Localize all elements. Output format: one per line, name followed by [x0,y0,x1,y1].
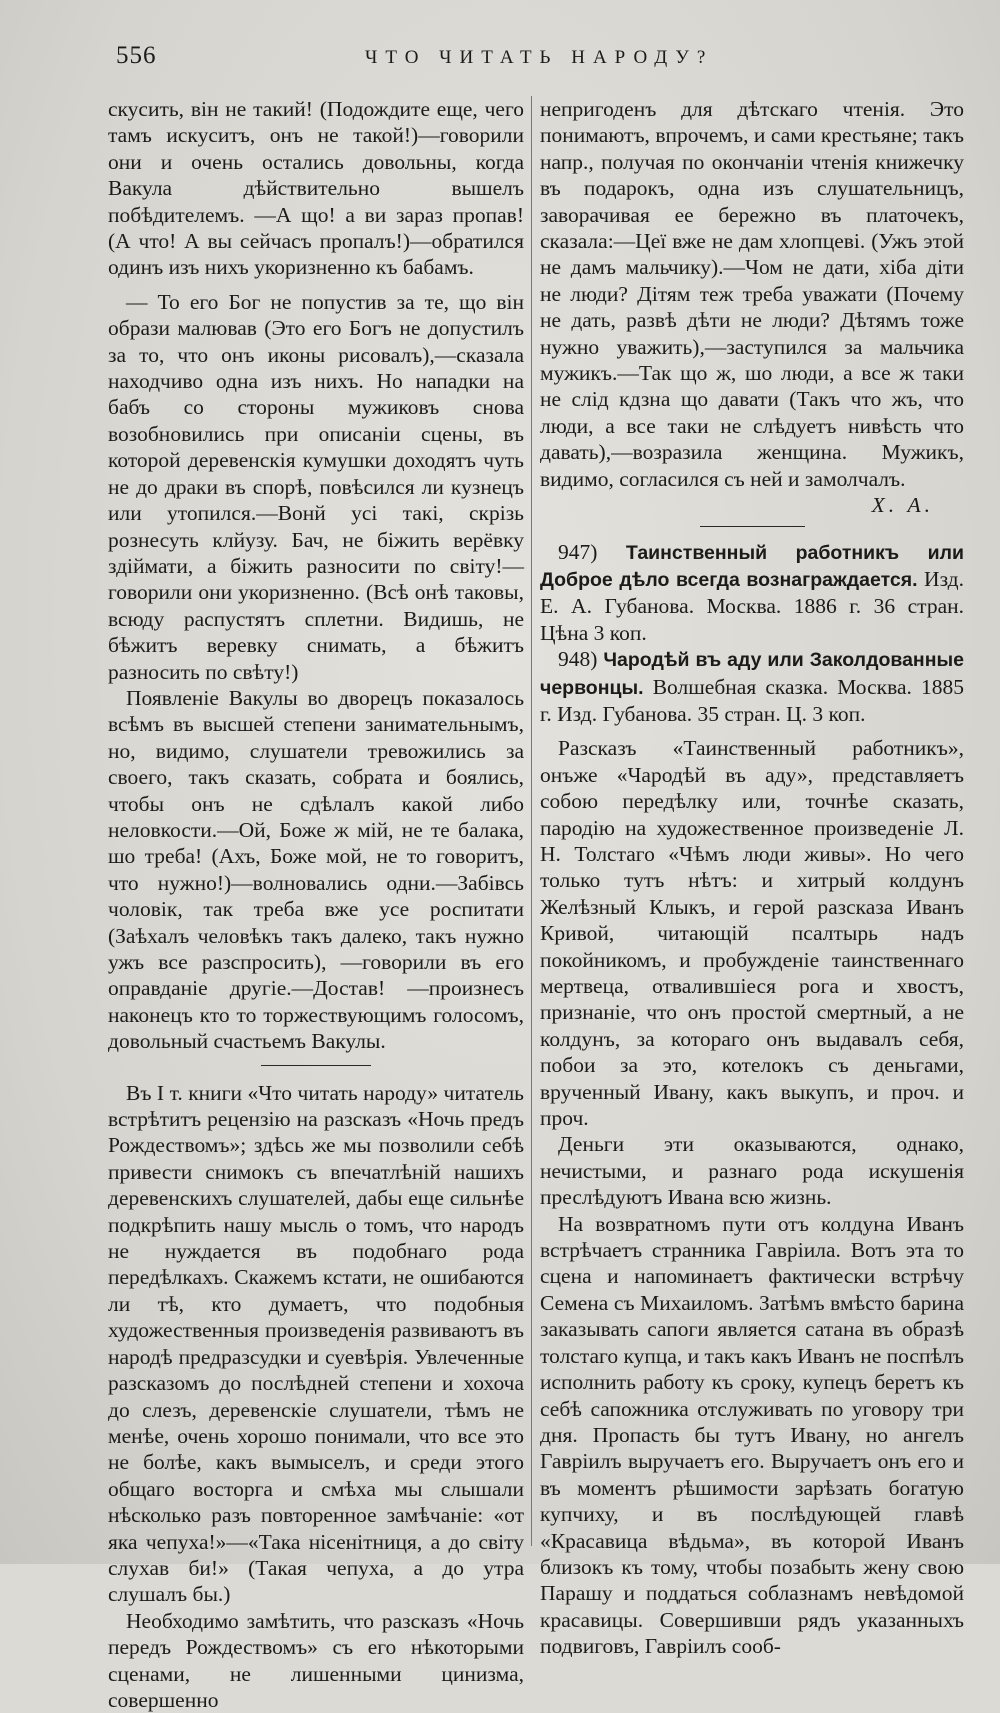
paragraph: Деньги эти оказываются, однако, нечистыми, и разнаго рода искушенія преслѣдуютъ Ивана всю жизнь. [540,1132,964,1210]
page-number: 556 [116,42,157,69]
bibliography-entry-947 [540,539,964,647]
column-divider [531,96,532,1546]
paragraph: Въ I т. книги «Что читать народу» читатель встрѣтитъ рецензію на разсказъ «Ночь предъ Рождествомъ»; здѣсь же мы позволили себѣ привести снимокъ съ впечатлѣній нашихъ деревенскихъ слушателей, дабы еще сильнѣе подкрѣпить нашу мысль о томъ, что народъ не нуждается въ подобнаго рода передѣлкахъ. Скажемъ кстати, не ошибаются ли тѣ, кто думаетъ, что подобныя художественныя произведенія развиваютъ въ народѣ предразсудки и суевѣрія. Увлеченные разсказомъ до послѣдней степени и хохоча до слезъ, деревенскіе слушатели, тѣмъ не менѣе, очень хорошо понимали, что все это не болѣе, какъ вымыселъ, и среди этого общаго восторга и смѣха мы слышали нѣсколько разъ повторенное замѣчаніе: «от яка чепуха!»—«Така нісенітниця, а до світу слухав би!» (Такая чепуха, а до утра слушалъ бы.) [108,1080,524,1607]
entry-title: Чародѣй въ аду или Заколдованные червонцы. [540,649,964,699]
author-signature: Х. А. [871,493,934,518]
paragraph: На возвратномъ пути отъ колдуна Иванъ встрѣчаетъ странника Гавріила. Вотъ эта то сцена и напоминаетъ фактически встрѣчу Семена съ Михаиломъ. Затѣмъ вмѣсто барина заказывать сапоги является сатана въ образѣ толстаго купца, и такъ какъ Иванъ не поспѣлъ исполнить работу къ сроку, купецъ беретъ къ себѣ сапожника отслуживать по уговору три дня. Пропасть бы тутъ Ивану, но ангелъ Гавріилъ выручаетъ его. Выручаетъ онъ его и въ моментъ рѣшимости зарѣзать богатую купчиху, и въ послѣдующей главѣ «Красавица вѣдьма», въ которой Иванъ близокъ къ тому, чтобы позабыть жену свою Парашу и поддаться соблазнамъ невѣдомой красавицы. Совершивши рядъ указанныхъ подвиговъ, Гавріилъ сооб- [540,1211,964,1659]
paragraph: Необходимо замѣтить, что разсказъ «Ночь передъ Рождествомъ» съ его нѣкоторыми сценами, не лишенными цинизма, совершенно [108,1608,524,1712]
running-header [0,42,1000,82]
section-divider [261,1065,371,1066]
paragraph: — То его Бог не попустив за те, що він образи малював (Это его Богъ не допустилъ за то, что онъ иконы рисовалъ),—сказала находчиво одна изъ нихъ. Но нападки на бабъ со стороны мужиковъ снова возобновились при описаніи сцены, въ которой деревенскія кумушки доходятъ чуть не до драки въ спорѣ, повѣсился ли кузнецъ или утопился.—Вонй усі такі, скрізь рознесуть клйузу. Бач, не біжить верёвку здіймати, а біжить разносити по світу!—говорили они укоризненно. (Всѣ онѣ таковы, всюду распустятъ сплетни. Видишь, не бѣжитъ веревку снимать, а бѣжитъ разносить по свѣту!) [108,289,524,684]
paragraph [540,96,964,518]
right-column [540,96,964,1660]
running-title: ЧТО ЧИТАТЬ НАРОДУ? [365,47,714,68]
paragraph: Разсказъ «Таинственный работникъ», онъже «Чародѣй въ аду», представляетъ собою передѣлку или, точнѣе сказать, пародію на художественное произведеніе Л. Н. Толстаго «Чѣмъ люди живы». Но чего только тутъ нѣтъ: и хитрый колдунъ Желѣзный Клыкъ, и герой разсказа Иванъ Кривой, читающій псалтырь надъ покойникомъ, и пробужденіе таинственнаго мертвеца, отвалившіеся рога и хвостъ, признаніе, что онъ простой смертный, а не колдунъ, за котораго онъ выдавалъ себя, побои за это, котелокъ съ деньгами, врученный Ивану, какъ выкупъ, и проч. и проч. [540,736,964,1131]
entry-number: 947) [558,539,598,564]
paragraph: Появленіе Вакулы во дворецъ показалось всѣмъ въ высшей степени занимательнымъ, но, видимо, слушатели тревожились за своего, такъ сказать, собрата и боялись, чтобы онъ не сдѣлалъ какой либо неловкости.—Ой, Боже ж мій, не те балака, шо треба! (Ахъ, Боже мой, не то говоритъ, что нужно!)—волновались одни.—Забівсь чоловік, так треба вже усе роспитати (Заѣхалъ человѣкъ такъ далеко, такъ нужно ужъ все разспросить), —говорили въ его оправданіе другіе.—Достав! —произнесъ наконецъ кто то торжествующимъ голосомъ, довольный счастьемъ Вакулы. [108,685,524,1054]
entry-details: Волшебная сказка. Москва. 1885 г. Изд. Губанова. 35 стран. Ц. 3 коп. [540,674,964,726]
entry-title: Таинственный работникъ или Доброе дѣло всегда вознаграждается. [540,541,964,591]
left-column [108,96,524,1713]
paragraph-text: непригоденъ для дѣтскаго чтенія. Это понимаютъ, впрочемъ, и сами крестьяне; такъ напр., получая по окончаніи чтенія книжечку въ подарокъ, одна изъ слушательницъ, заворачивая ее бережно въ платочекъ, сказала:—Цеї вже не дам хлопцеві. (Ужъ этой не дамъ мальчику).—Чом не дати, хіба діти не люди? Дітям теж треба уважати (Почему не дать, развѣ дѣти не люди? Дѣтямъ тоже нужно уважить),—заступился за мальчика мужикъ.—Так що ж, шо люди, а все ж таки не слід кдзна що давати (Такъ что жъ, что люди, а все таки не слѣдуетъ нивѣсть что давать),—возразила женщина. Мужикъ, видимо, согласился съ ней и замолчалъ. [540,97,964,491]
bibliography-entry-948 [540,646,964,727]
entry-number: 948) [558,647,598,672]
section-divider [700,526,805,527]
entry-details: Изд. Е. А. Губанова. Москва. 1886 г. 36 стран. Цѣна 3 коп. [540,566,964,645]
paragraph: скусить, він не такий! (Подождите еще, чего тамъ искуситъ, онъ не такой!)—говорили они и очень остались довольны, когда Вакула дѣйствительно вышелъ побѣдителемъ. —А що! а ви зараз пропав! (А что! А вы сейчасъ пропалъ!)—обратился одинъ изъ нихъ укоризненно къ бабамъ. [108,97,524,280]
